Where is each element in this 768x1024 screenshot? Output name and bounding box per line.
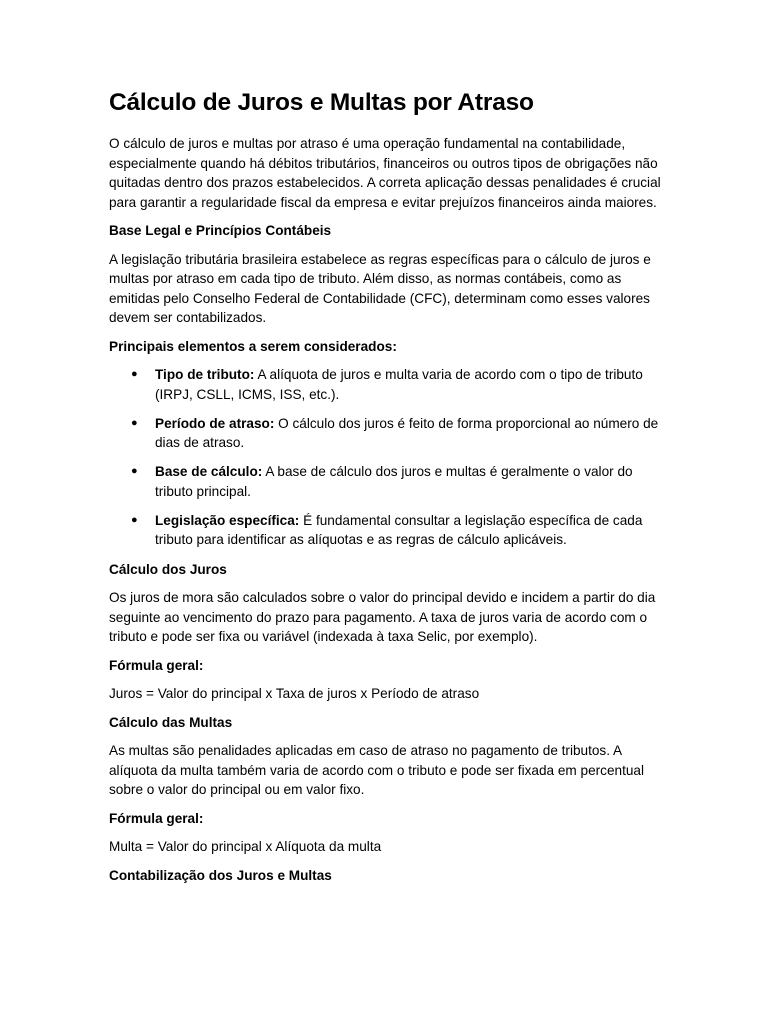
list-item-text: O cálculo dos juros é feito de forma proporcional ao número de dias de atraso. [155,415,659,450]
document-title: Cálculo de Juros e Multas por Atraso [109,89,534,116]
formula-juros: Juros = Valor do principal x Taxa de juros x Período de atraso [109,686,480,701]
multas-paragraph: As multas são penalidades aplicadas em caso de atraso no pagamento de tributos. A alíquota da multa também varia de acordo com o tributo e pode ser fixada em percentual sobre o valor do principal ou em valor fixo. [109,743,644,797]
formula-label-multas: Fórmula geral: [109,810,204,826]
formula-multas: Multa = Valor do principal x Alíquota da multa [109,839,382,854]
bullet-icon: ● [131,368,138,380]
elements-list [109,365,668,550]
intro-paragraph: O cálculo de juros e multas por atraso é uma operação fundamental na contabilidade, especialmente quando há débitos tributários, financeiros ou outros tipos de obrigações não quitadas dentro dos prazos estabelecidos. A correta aplicação dessas penalidades é crucial para garantir a regularidade fiscal da empresa e evitar prejuízos financeiros ainda maiores. [109,136,661,210]
list-item-term: Legislação específica: [155,512,300,528]
list-item [131,414,668,453]
section-heading-contabilizacao: Contabilização dos Juros e Multas [109,867,332,883]
list-item-text: É fundamental consultar a legislação específica de cada tributo para identificar as alíquotas e as regras de cálculo aplicáveis. [155,512,643,547]
section-heading-elements: Principais elementos a serem considerados: [109,338,397,354]
section-heading-legal: Base Legal e Princípios Contábeis [109,223,332,238]
bullet-icon: ● [131,465,138,477]
list-item [131,365,668,404]
section-heading-juros: Cálculo dos Juros [109,561,227,577]
bullet-icon: ● [131,513,138,526]
list-item-term: Base de cálculo: [155,464,263,479]
formula-label-juros: Fórmula geral: [109,657,204,673]
bullet-icon: ● [131,416,138,429]
list-item [131,511,668,550]
list-item-text: A base de cálculo dos juros e multas é geralmente o valor do tributo principal. [155,464,633,499]
list-item [131,462,668,501]
legal-paragraph: A legislação tributária brasileira estabelece as regras específicas para o cálculo de juros e multas por atraso em cada tipo de tributo. Além disso, as normas contábeis, como as emitidas pelo Conselho Federal de Contabilidade (CFC), determinam como esses valores devem ser contabilizados. [109,251,651,325]
juros-paragraph: Os juros de mora são calculados sobre o valor do principal devido e incidem a partir do dia seguinte ao vencimento do prazo para pagamento. A taxa de juros varia de acordo com o tributo e pode ser fixa ou variável (indexada à taxa Selic, por exemplo). [109,590,656,644]
section-heading-multas: Cálculo das Multas [109,714,233,730]
list-item-term: Período de atraso: [155,415,275,431]
list-item-text: A alíquota de juros e multa varia de acordo com o tipo de tributo (IRPJ, CSLL, ICMS, ISS, etc.). [155,367,643,402]
list-item-term: Tipo de tributo: [155,367,255,382]
